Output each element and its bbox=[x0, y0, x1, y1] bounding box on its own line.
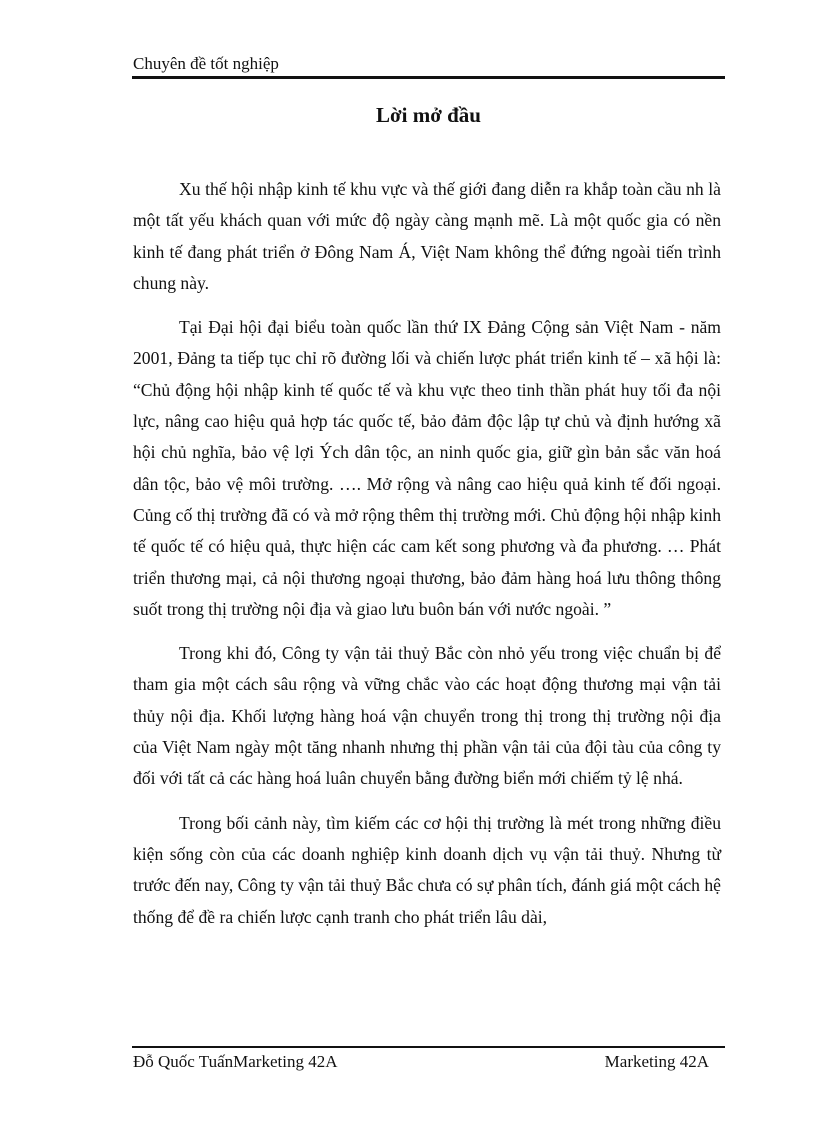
footer-author: Đỗ Quốc TuấnMarketing 42A bbox=[133, 1052, 338, 1071]
page-header: Chuyên đề tốt nghiệp bbox=[133, 54, 279, 73]
paragraph-1: Xu thế hội nhập kinh tế khu vực và thế giới đang diễn ra khắp toàn cầu nh là một tất yếu khách quan với mức độ ngày càng mạnh mẽ. Là một quốc gia có nền kinh tế đang phát triển ở Đông Nam Á, Việt Nam không thể đứng ngoài tiến trình chung này. bbox=[133, 179, 721, 293]
footer-divider bbox=[132, 1046, 725, 1048]
paragraph-2: Tại Đại hội đại biểu toàn quốc lần thứ IX Đảng Cộng sản Việt Nam - năm 2001, Đảng ta tiếp tục chỉ rõ đường lối và chiến lược phát triển kinh tế – xã hội là: “Chủ động hội nhập kinh tế quốc tế và khu vực theo tinh thần phát huy tối đa nội lực, nâng cao hiệu quả hợp tác quốc tế, bảo đảm độc lập tự chủ và định hướng xã hội chủ nghĩa, bảo vệ lợi Ých dân tộc, an ninh quốc gia, giữ gìn bản sắc văn hoá dân tộc, bảo vệ môi trường. …. Mở rộng và nâng cao hiệu quả kinh tế đối ngoại. Củng cố thị trường đã có và mở rộng thêm thị trường mới. Chủ động hội nhập kinh tế quốc tế có hiệu quả, thực hiện các cam kết song phương và đa phương. … Phát triển thương mại, cả nội thương ngoại thương, bảo đảm hàng hoá lưu thông thông suốt trong thị trường nội địa và giao lưu buôn bán với nước ngoài. ” bbox=[133, 317, 721, 619]
document-title: Lời mở đầu bbox=[376, 103, 481, 127]
document-body bbox=[133, 174, 721, 946]
header-divider bbox=[132, 76, 725, 79]
paragraph-3: Trong khi đó, Công ty vận tải thuỷ Bắc còn nhỏ yếu trong việc chuẩn bị để tham gia một cách sâu rộng và vững chắc vào các hoạt động thương mại vận tải thủy nội địa. Khối lượng hàng hoá vận chuyển trong thị trong thị trường nội địa của Việt Nam ngày một tăng nhanh nhưng thị phần vận tải của đội tàu của công ty đối với tất cả các hàng hoá luân chuyển bằng đường biển mới chiếm tỷ lệ nhá. bbox=[133, 643, 721, 789]
paragraph-4: Trong bối cảnh này, tìm kiếm các cơ hội thị trường là mét trong những điều kiện sống còn của các doanh nghiệp kinh doanh dịch vụ vận tải thuỷ. Nhưng từ trước đến nay, Công ty vận tải thuỷ Bắc chưa có sự phân tích, đánh giá một cách hệ thống để đề ra chiến lược cạnh tranh cho phát triển lâu dài, bbox=[133, 812, 721, 927]
footer-class: Marketing 42A bbox=[604, 1052, 709, 1071]
